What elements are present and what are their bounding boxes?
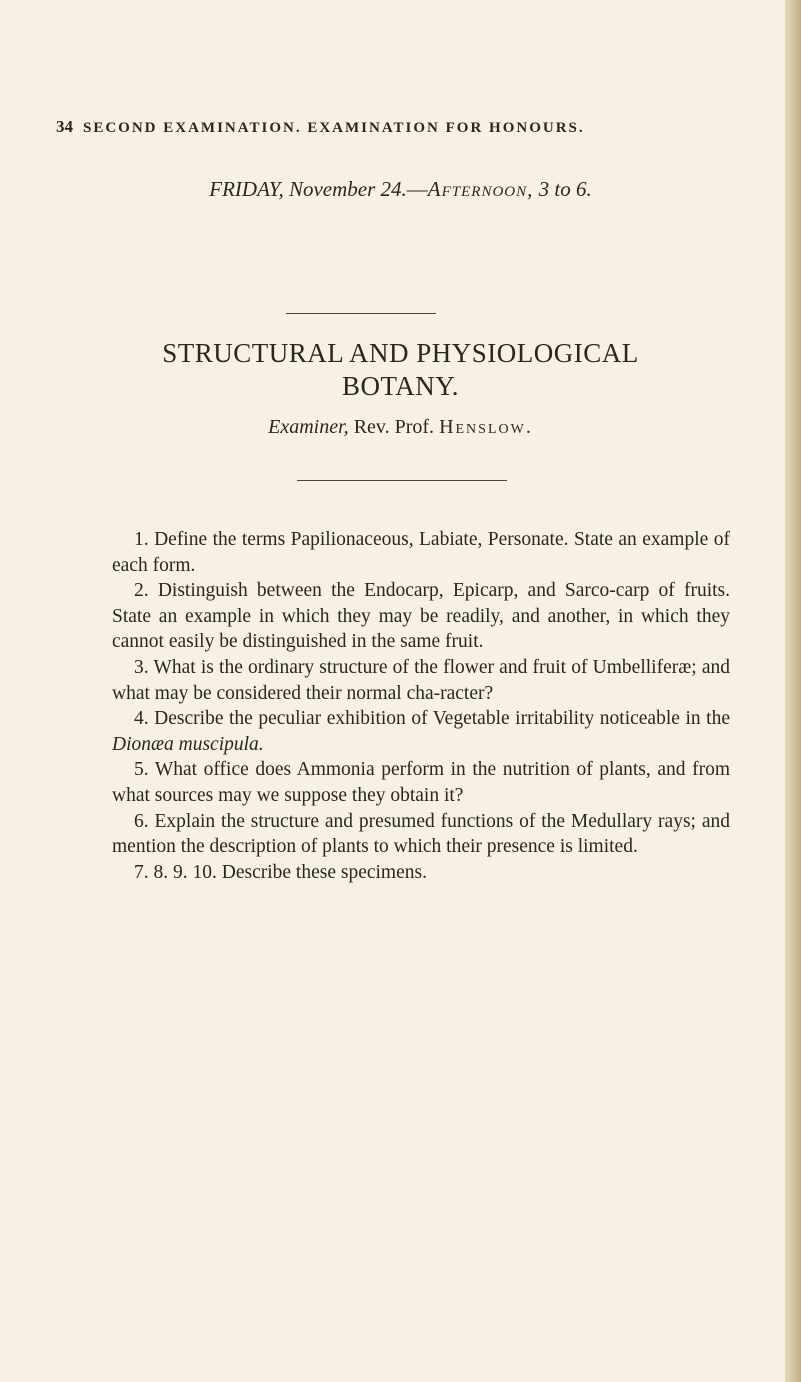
question-text: Distinguish between the Endocarp, Epicarp, and Sarco-carp of fruits. State an example in which they may be readily, and another, in which they cannot easily be distinguished in the same fruit. — [112, 580, 730, 653]
title-line-2: BOTANY. — [341, 371, 460, 401]
question-text: Explain the structure and presumed functions of the Medullary rays; and mention the description of plants to which their presence is limited. — [112, 810, 730, 858]
question-number: 3. — [134, 656, 149, 678]
examiner-name-prefix: Rev. Prof. — [353, 416, 435, 438]
question-number: 5. — [134, 759, 149, 781]
running-head — [56, 117, 585, 137]
question-text: Describe the peculiar exhibition of Vegetable irritability noticeable in the — [154, 708, 730, 730]
question-item — [112, 809, 730, 860]
examiner-label: Examiner, — [268, 416, 349, 438]
question-text: Describe these specimens. — [221, 861, 427, 883]
question-item — [112, 527, 730, 578]
question-item — [112, 860, 730, 886]
session-time: 3 to 6. — [538, 177, 592, 201]
question-item — [112, 578, 730, 655]
species-name: Dionæa muscipula. — [112, 733, 264, 755]
session-period: Afternoon, — [427, 177, 534, 201]
question-list — [112, 527, 730, 885]
question-text: Define the terms Papilionaceous, Labiate, Personate. State an example of each form. — [112, 529, 730, 576]
question-item — [112, 655, 730, 706]
divider-bottom — [297, 480, 507, 481]
question-item — [112, 706, 730, 757]
question-text: What office does Ammonia perform in the nutrition of plants, and from what sources may we suppose they obtain it? — [112, 759, 730, 806]
question-text: What is the ordinary structure of the flower and fruit of Umbelliferæ; and what may be considered their normal cha-racter? — [112, 656, 730, 704]
examiner-name: Henslow. — [439, 416, 533, 438]
examiner-line — [0, 416, 801, 439]
question-item — [112, 757, 730, 808]
running-head-text: SECOND EXAMINATION. EXAMINATION FOR HONOURS. — [83, 120, 585, 136]
session-separator: — — [406, 177, 428, 201]
section-title — [0, 337, 801, 403]
session-date: November 24. — [288, 177, 407, 201]
question-number: 6. — [134, 810, 149, 832]
title-line-1: STRUCTURAL AND PHYSIOLOGICAL — [162, 338, 639, 368]
session-line — [0, 177, 801, 202]
question-number: 4. — [134, 708, 149, 730]
session-day: FRIDAY, — [209, 177, 284, 201]
question-number: 1. — [134, 529, 149, 550]
page-edge — [785, 0, 801, 1382]
page-number: 34 — [56, 117, 73, 136]
question-number: 7. 8. 9. 10. — [134, 861, 217, 883]
divider-top — [286, 313, 436, 314]
question-number: 2. — [134, 580, 149, 602]
